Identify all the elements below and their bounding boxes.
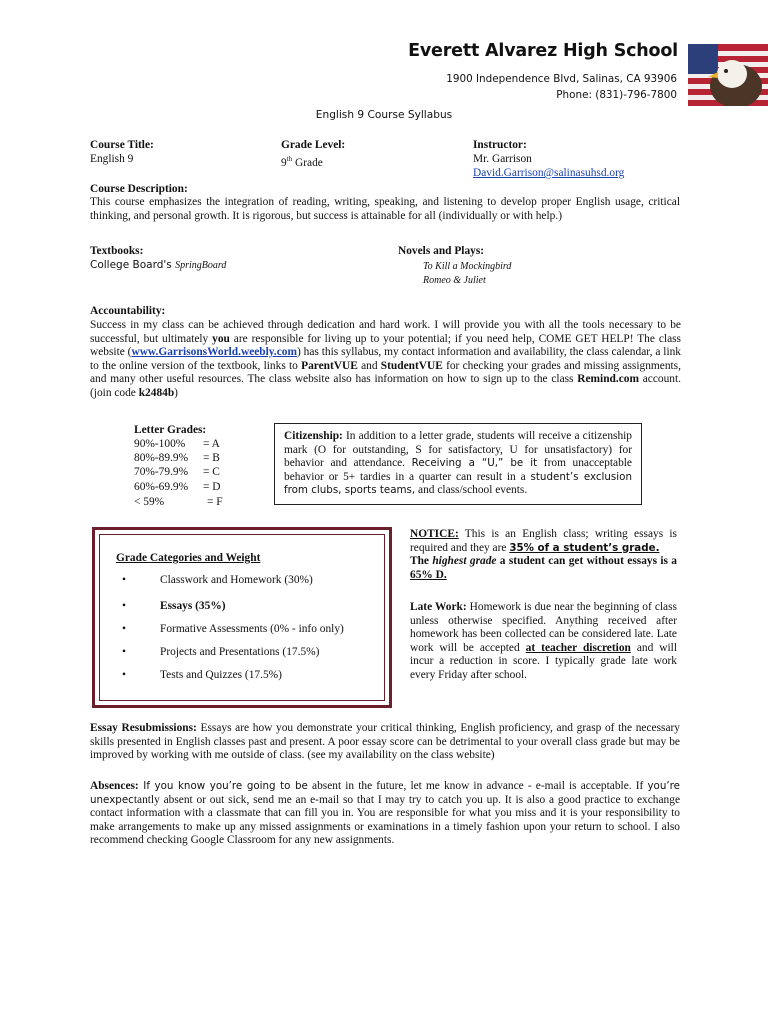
accountability-text: Success in my class can be achieved through dedication and hard work. I will provide you with all the tools necessary to be successful, but ultimately you are responsible for living up to your potential; if you need help, COME GET HELP! The class website (www.GarrisonsWorld.weebly.com) has this syllabus, my contact information and availability, the class calendar, a link to the online version of the textbook, links to ParentVUE and StudentVUE for checking your grades and missing assignments, and many other useful resources. The class website also has information on how to sign up to the class Remind.com account. (join code k2484b) [90, 319, 681, 399]
citizenship-box: Citizenship: In addition to a letter grade, students will receive a citizenship mark (O for outstanding, S for satisfactory, U for unsatisfactory) for behavior and attendance. Receiving a “U,” be it from unacceptable behavior or 5+ tardies in a quarter can result in a student’s exclusion from clubs, sports teams, and class/school events. [274, 423, 642, 505]
bullet-icon: • [122, 669, 126, 681]
instructor-email-link[interactable]: David.Garrison@salinasuhsd.org [473, 167, 625, 179]
grade-level-label: Grade Level: [281, 139, 346, 151]
course-title-value: English 9 [90, 153, 134, 165]
absences-text: Absences: If you know you’re going to be absent in the future, let me know in advance - e-mail is acceptable. If you’re unexpectantly absent or out sick, send me an e-mail so that I may try to catch you up. It is also a good practice to exchange contact information with a classmate that can fill you in. You are responsible for what you miss and it is your responsibility to make arrangements to make up any missed assignments or examinations in a timely fashion upon your return to school. I also recommend checking Google Classroom for any new assignments. [90, 780, 680, 847]
bullet-icon: • [122, 600, 126, 612]
grade-letter: = A [203, 438, 220, 450]
eagle-flag-logo-icon [688, 44, 768, 106]
grade-letter: = C [203, 466, 220, 478]
textbooks-label: Textbooks: [90, 245, 144, 257]
novels-label: Novels and Plays: [398, 245, 485, 257]
class-website-link[interactable]: www.GarrisonsWorld.weebly.com [131, 346, 297, 359]
novel-item: To Kill a Mockingbird [423, 261, 512, 272]
grade-categories-title: Grade Categories and Weight [116, 552, 261, 564]
grade-letter: = B [203, 452, 220, 464]
grade-range: < 59% [134, 496, 165, 508]
grade-range: 90%-100% [134, 438, 186, 450]
letter-grades-label: Letter Grades: [134, 424, 207, 436]
bullet-icon: • [122, 623, 126, 635]
grade-categories-box: Grade Categories and Weight • Classwork and Homework (30%) • Essays (35%) • Formative Assessments (0% - info only) • Projects and Presentations (17.5%) • Tests and Quizzes (17.5%) [92, 527, 392, 708]
textbook-value: College Board's SpringBoard [90, 259, 227, 271]
document-title: English 9 Course Syllabus [315, 109, 453, 121]
notice-text: NOTICE: This is an English class; writing essays is required and they are 35% of a student’s grade. The highest grade a student can get without essays is a 65% D. [410, 528, 677, 581]
course-description-text: This course emphasizes the integration of reading, writing, speaking, and listening to develop proper English usage, critical thinking, and personal growth. It is rigorous, but success is attainable for all (individually or with help.) [90, 196, 680, 222]
course-title-label: Course Title: [90, 139, 154, 151]
school-name: Everett Alvarez High School [408, 41, 678, 61]
grade-level-value: 9th Grade [281, 155, 323, 169]
bullet-icon: • [122, 646, 126, 658]
instructor-name: Mr. Garrison [473, 153, 532, 165]
late-work-text: Late Work: Homework is due near the beginning of class unless otherwise specified. Anything received after homework has been collected can be considered late. Late work will be accepted at teacher discretion and will incur a reduction in score. I typically grade late work every Friday after school. [410, 601, 677, 681]
accountability-label: Accountability: [90, 305, 166, 317]
grade-range: 80%-89.9% [134, 452, 189, 464]
grade-letter: = D [203, 481, 221, 493]
course-description-label: Course Description: [90, 183, 188, 195]
grade-range: 70%-79.9% [134, 466, 189, 478]
grade-range: 60%-69.9% [134, 481, 189, 493]
school-address: 1900 Independence Blvd, Salinas, CA 93906 [446, 73, 677, 85]
school-phone: Phone: (831)-796-7800 [556, 89, 677, 101]
instructor-label: Instructor: [473, 139, 527, 151]
bullet-icon: • [122, 574, 126, 586]
essay-resubmissions-text: Essay Resubmissions: Essays are how you demonstrate your critical thinking, English proficiency, and grasp of the necessary skills presented in English classes past and present. A poor essay score can be detrimental to your overall class grade but may be improved by working with me outside of class. (see my availability on the class website) [90, 722, 680, 762]
grade-letter: = F [207, 496, 223, 508]
novel-item: Romeo & Juliet [423, 275, 486, 286]
